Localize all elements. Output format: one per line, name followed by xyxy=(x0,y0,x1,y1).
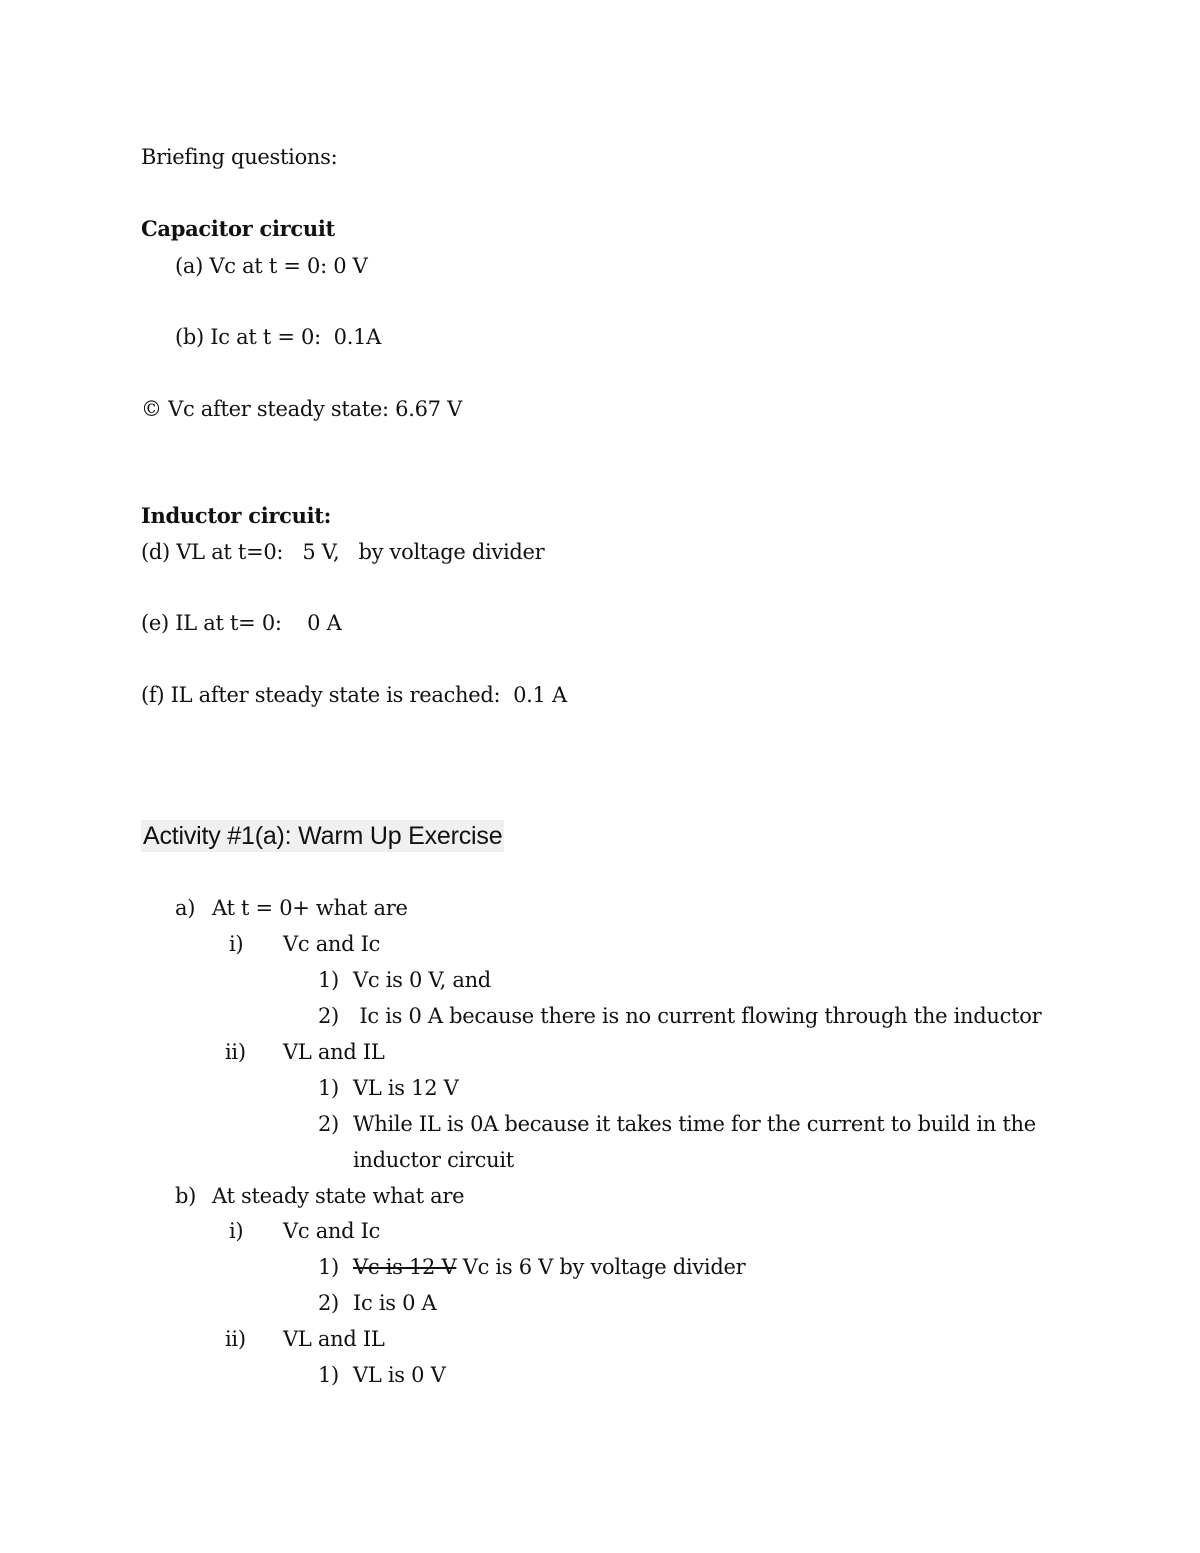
list-item-b-ii: VL and IL xyxy=(283,1327,385,1351)
inductor-question-d: (d) VL at t=0: 5 V, by voltage divider xyxy=(141,540,545,564)
list-marker-a: a) xyxy=(175,896,196,920)
list-item-a-i: Vc and Ic xyxy=(283,932,381,956)
inductor-heading: Inductor circuit: xyxy=(141,503,332,528)
list-marker-b-ii: ii) xyxy=(225,1327,246,1351)
list-item-b-i-1 xyxy=(353,1253,745,1281)
list-marker-b-i-1: 1) xyxy=(318,1255,339,1279)
list-item-a-ii-2-continuation: inductor circuit xyxy=(353,1148,514,1172)
briefing-heading: Briefing questions: xyxy=(141,145,338,169)
list-item-a-ii-2: While IL is 0A because it takes time for the current to build in the xyxy=(353,1112,1036,1136)
list-marker-a-i-1: 1) xyxy=(318,968,339,992)
list-item-b-i: Vc and Ic xyxy=(283,1219,381,1243)
list-item-a-i-1: Vc is 0 V, and xyxy=(353,968,491,992)
list-marker-a-ii-2: 2) xyxy=(318,1112,339,1136)
capacitor-question-b: (b) Ic at t = 0: 0.1A xyxy=(175,325,382,349)
capacitor-heading: Capacitor circuit xyxy=(141,216,335,241)
activity-heading xyxy=(141,822,504,850)
inductor-question-f: (f) IL after steady state is reached: 0.1 A xyxy=(141,683,567,707)
capacitor-question-c: © Vc after steady state: 6.67 V xyxy=(141,397,462,421)
list-marker-a-ii: ii) xyxy=(225,1040,246,1064)
corrected-text: Vc is 6 V by voltage divider xyxy=(456,1255,746,1279)
list-marker-a-ii-1: 1) xyxy=(318,1076,339,1100)
list-item-a-ii: VL and IL xyxy=(283,1040,385,1064)
list-marker-b-i: i) xyxy=(229,1219,244,1243)
inductor-question-e: (e) IL at t= 0: 0 A xyxy=(141,611,342,635)
list-marker-b: b) xyxy=(175,1184,197,1208)
activity-heading-text: Activity #1(a): Warm Up Exercise xyxy=(143,822,503,850)
list-item-b-i-2: Ic is 0 A xyxy=(353,1291,437,1315)
list-marker-a-i: i) xyxy=(229,932,244,956)
list-item-a-i-2: Ic is 0 A because there is no current flowing through the inductor xyxy=(353,1004,1042,1028)
struck-text: Vc is 12 V xyxy=(353,1255,457,1279)
list-marker-b-ii-1: 1) xyxy=(318,1363,339,1387)
list-item-a: At t = 0+ what are xyxy=(212,896,408,920)
list-marker-b-i-2: 2) xyxy=(318,1291,339,1315)
list-item-b: At steady state what are xyxy=(212,1184,465,1208)
list-marker-a-i-2: 2) xyxy=(318,1004,339,1028)
list-item-a-ii-1: VL is 12 V xyxy=(353,1076,459,1100)
capacitor-question-a: (a) Vc at t = 0: 0 V xyxy=(175,254,368,278)
list-item-b-ii-1: VL is 0 V xyxy=(353,1363,446,1387)
